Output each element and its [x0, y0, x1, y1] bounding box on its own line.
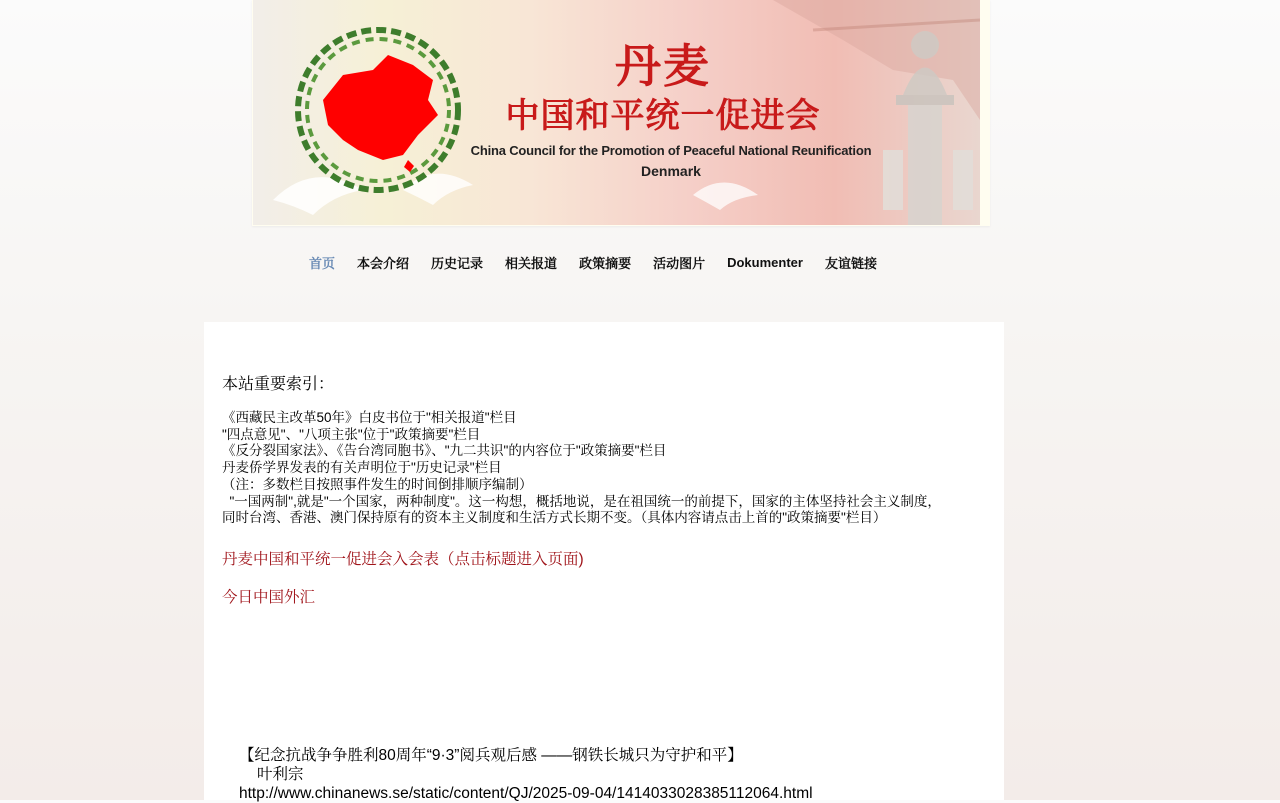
nav-item-photos[interactable]: 活动图片	[653, 255, 706, 271]
index-line: 《反分裂国家法》、《告台湾同胞书》、"九二共识"的内容位于"政策摘要"栏目	[222, 443, 667, 459]
banner-title-council-en: China Council for the Promotion of Peaceful National Reunification	[470, 143, 872, 158]
main-nav	[298, 248, 888, 276]
main-content	[204, 322, 1004, 800]
membership-form-link[interactable]: 丹麦中国和平统一促进会入会表（点击标题进入页面)	[222, 551, 584, 568]
one-country-two-systems-note: "一国两制",就是"一个国家，两种制度"。这一构想，概括地说，是在祖国统一的前提下，国家的主体坚持社会主义制度，同时台湾、香港、澳门保持原有的资本主义制度和生活方式长期不变。（具体内容请点击上首的"政策摘要"栏目）	[222, 493, 941, 526]
dove-icon	[693, 183, 758, 211]
article-author: 叶利宗	[257, 766, 304, 783]
banner-title-country-cn: 丹麦	[615, 39, 711, 93]
nav-item-links[interactable]: 友谊链接	[824, 255, 877, 271]
index-line: （注：多数栏目按照事件发生的时间倒排顺序编制）	[222, 476, 533, 492]
forex-link[interactable]: 今日中国外汇	[222, 589, 316, 606]
nav-item-about[interactable]: 本会介绍	[357, 255, 410, 271]
article-title: 【纪念抗战争争胜利80周年“9·3”阅兵观后感 ——钢铁长城只为守护和平】	[239, 747, 743, 764]
index-line: 丹麦侨学界发表的有关声明位于"历史记录"栏目	[222, 460, 502, 476]
index-list	[222, 410, 952, 527]
nav-item-reports[interactable]: 相关报道	[505, 255, 558, 271]
article-url[interactable]: http://www.chinanews.se/static/content/QJ/2025-09-04/1414033028385112064.html	[239, 785, 813, 802]
nav-item-policy[interactable]: 政策摘要	[579, 255, 632, 271]
index-line: "四点意见"、"八项主张"位于"政策摘要"栏目	[222, 426, 481, 442]
index-line: 《西藏民主改革50年》白皮书位于"相关报道"栏目	[222, 410, 517, 425]
china-map-wreath-icon	[288, 20, 468, 200]
index-title: 本站重要索引：	[222, 376, 335, 393]
banner-title-council-cn: 中国和平统一促进会	[505, 96, 821, 136]
nav-item-home[interactable]: 首页	[309, 255, 336, 271]
banner-title-country-en: Denmark	[641, 163, 701, 179]
featured-article	[239, 746, 979, 803]
banner-image	[253, 0, 980, 225]
nav-item-history[interactable]: 历史记录	[431, 255, 484, 271]
nav-item-documents[interactable]: Dokumenter	[727, 254, 803, 270]
header-banner	[252, 0, 990, 226]
